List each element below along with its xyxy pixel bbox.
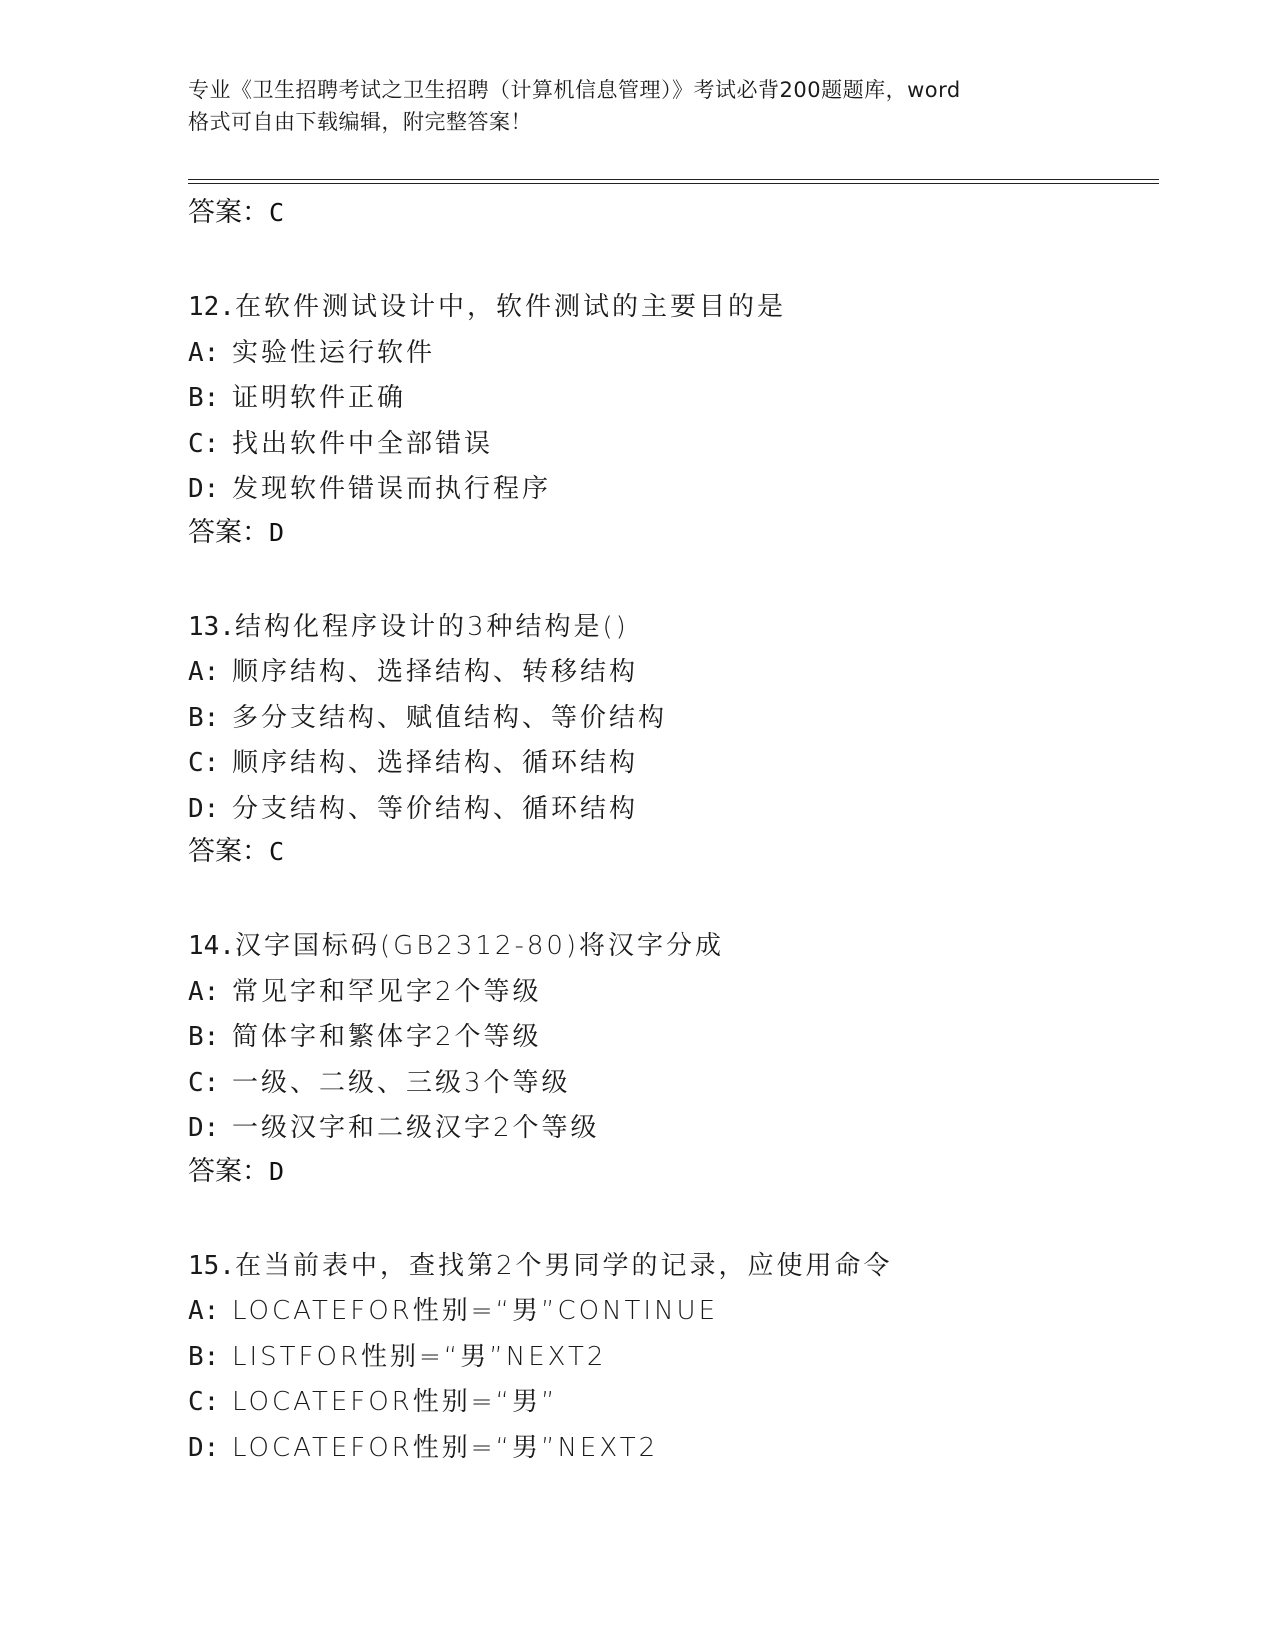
option-key: D: (188, 474, 220, 504)
option-key: A: (188, 337, 220, 368)
option-key: A: (188, 657, 220, 687)
question-number: 15. (188, 1250, 235, 1281)
spacer (188, 553, 1148, 605)
header-line-1: 专业《卫生招聘考试之卫生招聘（计算机信息管理）》考试必背200题题库，word (188, 78, 961, 102)
question-number: 14. (188, 931, 235, 961)
option-key: D: (188, 793, 220, 824)
option-b (188, 1335, 1148, 1381)
option-key: A: (188, 976, 220, 1007)
option-key: B: (188, 1022, 220, 1052)
header-line-2: 格式可自由下载编辑，附完整答案！ (188, 110, 532, 134)
question-text: 汉字国标码(GB2312-80)将汉字分成 (234, 931, 725, 961)
answer-value: D (269, 517, 285, 547)
option-key: D: (188, 1113, 220, 1143)
question-13 (188, 605, 1148, 873)
option-text: 一级汉字和二级汉字2个等级 (232, 1113, 600, 1143)
answer-value: C (269, 837, 285, 866)
question-12 (188, 285, 1148, 553)
option-text: 发现软件错误而执行程序 (232, 474, 552, 504)
option-text: LOCATEFOR性别=“男”CONTINUE (232, 1296, 718, 1326)
option-key: C: (188, 1067, 220, 1098)
answer-label: 答案： (188, 516, 269, 548)
answer-value: C (269, 198, 285, 227)
question-title (188, 285, 1148, 331)
option-b (188, 376, 1148, 422)
question-title (188, 605, 1148, 651)
header-rule-thick (188, 179, 1159, 180)
option-text: 顺序结构、选择结构、循环结构 (232, 748, 639, 778)
option-c (188, 1061, 1148, 1107)
question-text: 结构化程序设计的3种结构是() (234, 611, 629, 642)
answer-label: 答案： (188, 1155, 269, 1187)
question-number: 12. (188, 292, 235, 322)
question-text: 在当前表中，查找第2个男同学的记录，应使用命令 (234, 1250, 893, 1281)
option-d (188, 1426, 1148, 1472)
option-text: LOCATEFOR性别=“男” (232, 1387, 558, 1417)
option-text: 常见字和罕见字2个等级 (232, 976, 542, 1007)
option-text: 实验性运行软件 (232, 337, 436, 368)
question-title (188, 1244, 1148, 1290)
option-d (188, 467, 1148, 513)
question-title (188, 924, 1148, 970)
option-text: LISTFOR性别=“男”NEXT2 (232, 1341, 607, 1372)
option-text: 证明软件正确 (232, 383, 407, 413)
option-text: 简体字和繁体字2个等级 (232, 1022, 542, 1052)
answer-line-12 (188, 513, 1148, 553)
option-key: C: (188, 428, 220, 459)
option-d (188, 787, 1148, 833)
spacer (188, 233, 1148, 285)
option-d (188, 1106, 1148, 1152)
answer-line-14 (188, 1152, 1148, 1192)
answer-value: D (269, 1156, 285, 1186)
option-text: 多分支结构、赋值结构、等价结构 (232, 702, 668, 733)
option-key: B: (188, 383, 220, 413)
option-c (188, 422, 1148, 468)
option-key: A: (188, 1296, 220, 1326)
answer-label: 答案： (188, 836, 269, 867)
question-text: 在软件测试设计中，软件测试的主要目的是 (234, 292, 786, 322)
option-key: C: (188, 748, 220, 778)
option-text: 一级、二级、三级3个等级 (232, 1067, 571, 1098)
questions-content (188, 193, 1148, 1471)
option-text: LOCATEFOR性别=“男”NEXT2 (232, 1432, 659, 1463)
option-a (188, 970, 1148, 1016)
document-header (188, 74, 1108, 138)
question-number: 13. (188, 611, 235, 642)
answer-label: 答案： (188, 197, 269, 228)
question-15 (188, 1244, 1148, 1472)
option-a (188, 650, 1148, 696)
option-b (188, 696, 1148, 742)
answer-line-11 (188, 193, 1148, 233)
header-rule-thin (188, 183, 1159, 184)
option-a (188, 1289, 1148, 1335)
option-text: 找出软件中全部错误 (232, 428, 494, 459)
answer-line-13 (188, 832, 1148, 872)
option-text: 分支结构、等价结构、循环结构 (232, 793, 639, 824)
option-key: C: (188, 1387, 220, 1417)
spacer (188, 872, 1148, 924)
option-a (188, 331, 1148, 377)
option-key: D: (188, 1432, 220, 1463)
option-c (188, 1380, 1148, 1426)
option-key: B: (188, 1341, 220, 1372)
option-b (188, 1015, 1148, 1061)
option-c (188, 741, 1148, 787)
spacer (188, 1192, 1148, 1244)
option-text: 顺序结构、选择结构、转移结构 (232, 657, 639, 687)
question-14 (188, 924, 1148, 1192)
option-key: B: (188, 702, 220, 733)
